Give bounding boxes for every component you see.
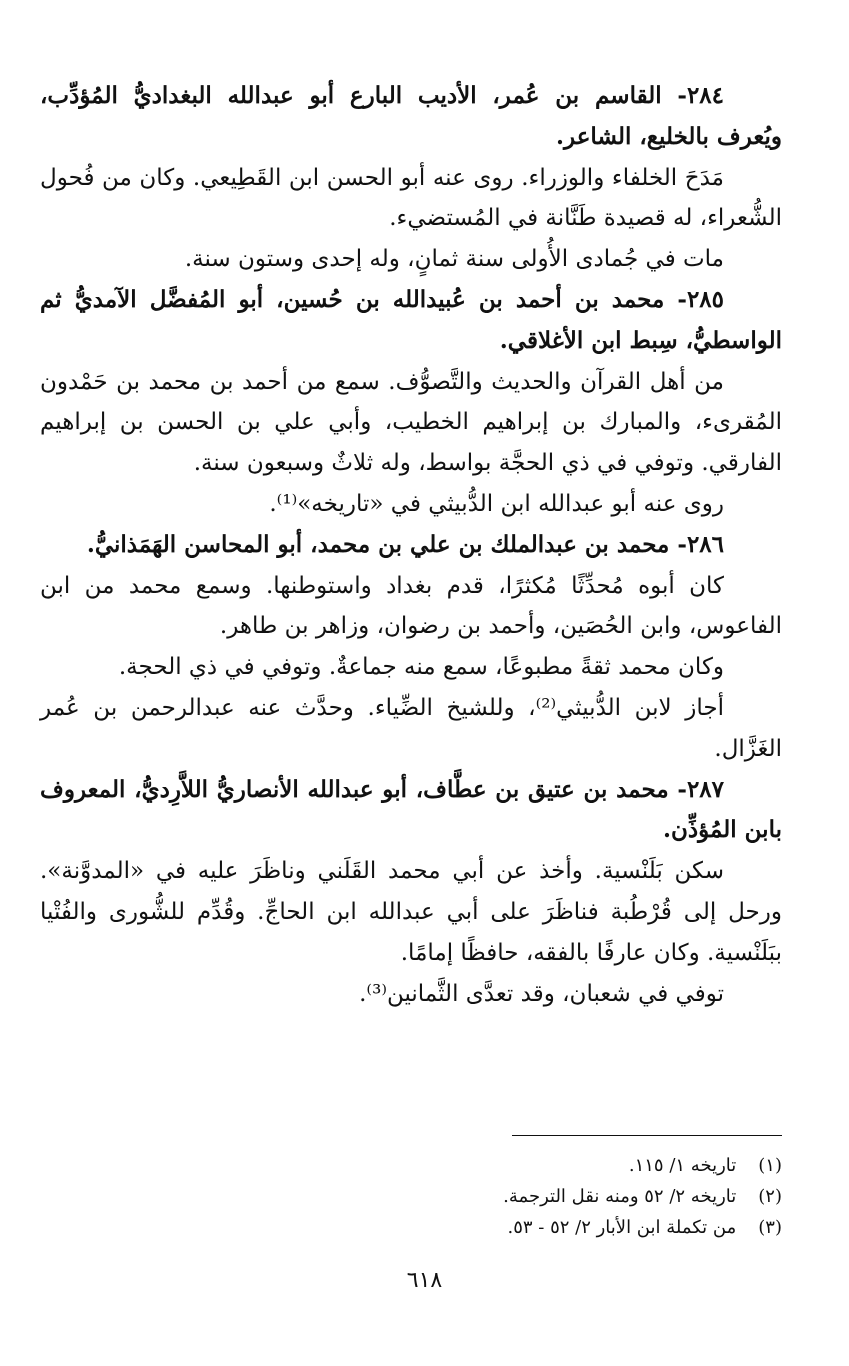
- footnote-text: تاريخه ٢/ ٥٢ ومنه نقل الترجمة.: [503, 1186, 737, 1207]
- entry-paragraph: من أهل القرآن والحديث والتَّصوُّف. سمع من أحمد بن محمد بن حَمْدون المُقرىء، والمبارك بن إبراهيم الخطيب، وأبي علي بن الحسن بن إبراهيم الفارقي. وتوفي في ذي الحجَّة بواسط، وله ثلاثٌ وسبعون سنة.: [40, 368, 782, 477]
- entry-paragraph: روى عنه أبو عبدالله ابن الدُّبيثي في «تاريخه»⁽¹⁾.: [269, 490, 724, 517]
- footnote-number: (٢): [758, 1186, 782, 1207]
- footnotes: [300, 1150, 782, 1243]
- footnote-text: من تكملة ابن الأبار ٢/ ٥٢ - ٥٣.: [507, 1217, 737, 1238]
- footnote-item: [300, 1212, 782, 1243]
- footnote-divider: [512, 1135, 782, 1136]
- page-number: ٦١٨: [406, 1268, 443, 1293]
- entry-paragraph: وكان محمد ثقةً مطبوعًا، سمع منه جماعةٌ. وتوفي في ذي الحجة.: [118, 654, 724, 681]
- entry-heading-286: ٢٨٦- محمد بن عبدالملك بن علي بن محمد، أبو المحاسن الهَمَذانيُّ.: [86, 530, 724, 558]
- footnote-text: تاريخه ١/ ١١٥.: [628, 1155, 737, 1176]
- footnote-number: (٣): [758, 1217, 782, 1238]
- entry-heading-287: ٢٨٧- محمد بن عتيق بن عطَّاف، أبو عبدالله الأنصاريُّ اللاَّرِديُّ، المعروف بابن المُؤذِّن.: [40, 775, 782, 844]
- entry-paragraph: توفي في شعبان، وقد تعدَّى الثَّمانين⁽³⁾.: [359, 980, 724, 1007]
- footnote-item: [300, 1150, 782, 1181]
- entry-heading-285: ٢٨٥- محمد بن أحمد بن عُبيدالله بن حُسين، أبو المُفضَّل الآمديُّ ثم الواسطيُّ، سِبط ابن الأغلاقي.: [40, 285, 782, 354]
- entry-paragraph: كان أبوه مُحدِّثًا مُكثرًا، قدم بغداد واستوطنها. وسمع محمد من ابن الفاعوس، وابن الحُصَين، وأحمد بن رضوان، وزاهر بن طاهر.: [40, 572, 782, 640]
- entry-paragraph: مَدَحَ الخلفاء والوزراء. روى عنه أبو الحسن ابن القَطِيعي. وكان من فُحول الشُّعراء، له قصيدة طَنَّانة في المُستضيء.: [40, 164, 782, 232]
- entry-heading-284: ٢٨٤- القاسم بن عُمر، الأديب البارع أبو عبدالله البغداديُّ المُؤدِّب، ويُعرف بالخليع، الشاعر.: [40, 82, 782, 150]
- main-text: [40, 76, 782, 1014]
- footnote-item: [300, 1181, 782, 1212]
- entry-paragraph: سكن بَلَنْسية. وأخذ عن أبي محمد القَلَني وناظَرَ عليه في «المدوَّنة». ورحل إلى قُرْطُبة فناظَرَ على أبي عبدالله ابن الحاجِّ. وقُدِّم للشُّورى والفُتْيا ببَلَنْسية. وكان عارفًا بالفقه، حافظًا إمامًا.: [40, 858, 782, 966]
- entry-paragraph: أجاز لابن الدُّبيثي⁽²⁾، وللشيخ الضِّياء. وحدَّث عنه عبدالرحمن بن عُمر الغَزَّال.: [40, 694, 782, 762]
- entry-paragraph: مات في جُمادى الأُولى سنة ثمانٍ، وله إحدى وستون سنة.: [184, 246, 724, 273]
- footnote-number: (١): [758, 1155, 782, 1176]
